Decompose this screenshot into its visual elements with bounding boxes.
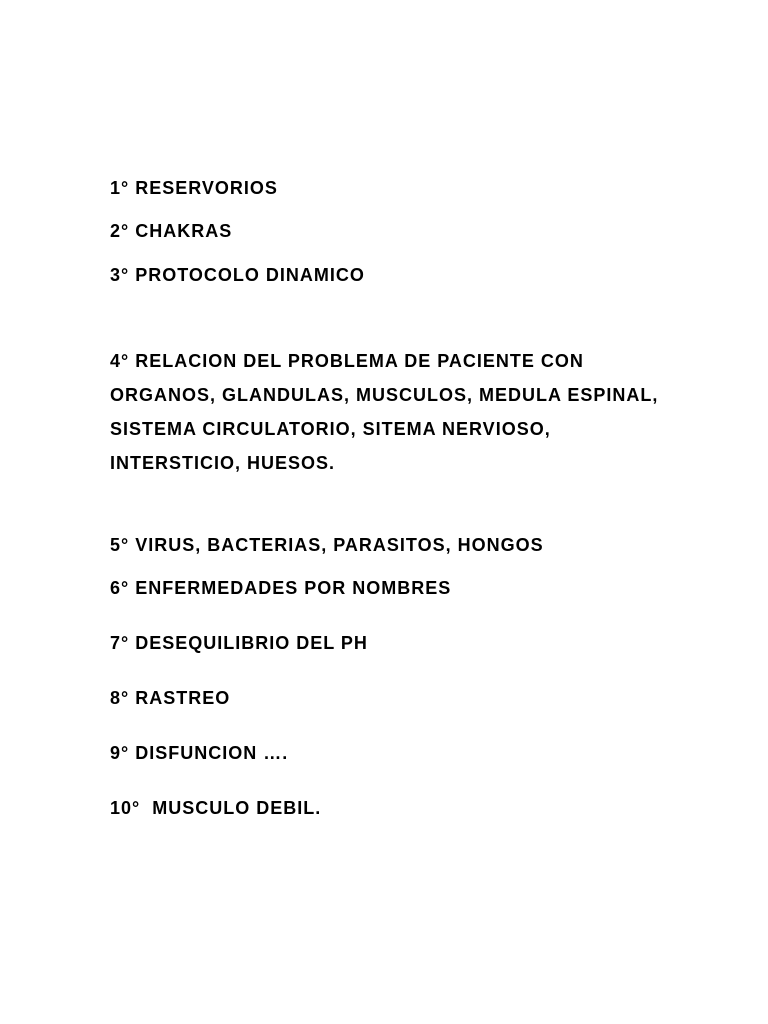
list-item-8: 8° RASTREO	[110, 688, 231, 708]
list-item-4: 4° RELACION DEL PROBLEMA DE PACIENTE CON ORGANOS, GLANDULAS, MUSCULOS, MEDULA ESPINAL, SISTEMA CIRCULATORIO, SITEMA NERVIOSO, INTERSTICIO, HUESOS.	[110, 351, 659, 473]
list-item-2: 2° CHAKRAS	[110, 221, 233, 241]
list-item-3: 3° PROTOCOLO DINAMICO	[110, 265, 365, 285]
list-item-1: 1° RESERVORIOS	[110, 178, 278, 198]
list-item-6: 6° ENFERMEDADES POR NOMBRES	[110, 578, 452, 598]
list-item-10: 10° MUSCULO DEBIL.	[110, 798, 322, 818]
list-item-9: 9° DISFUNCION ….	[110, 743, 289, 763]
list-item-5: 5° VIRUS, BACTERIAS, PARASITOS, HONGOS	[110, 535, 544, 555]
list-item-7: 7° DESEQUILIBRIO DEL PH	[110, 633, 368, 653]
